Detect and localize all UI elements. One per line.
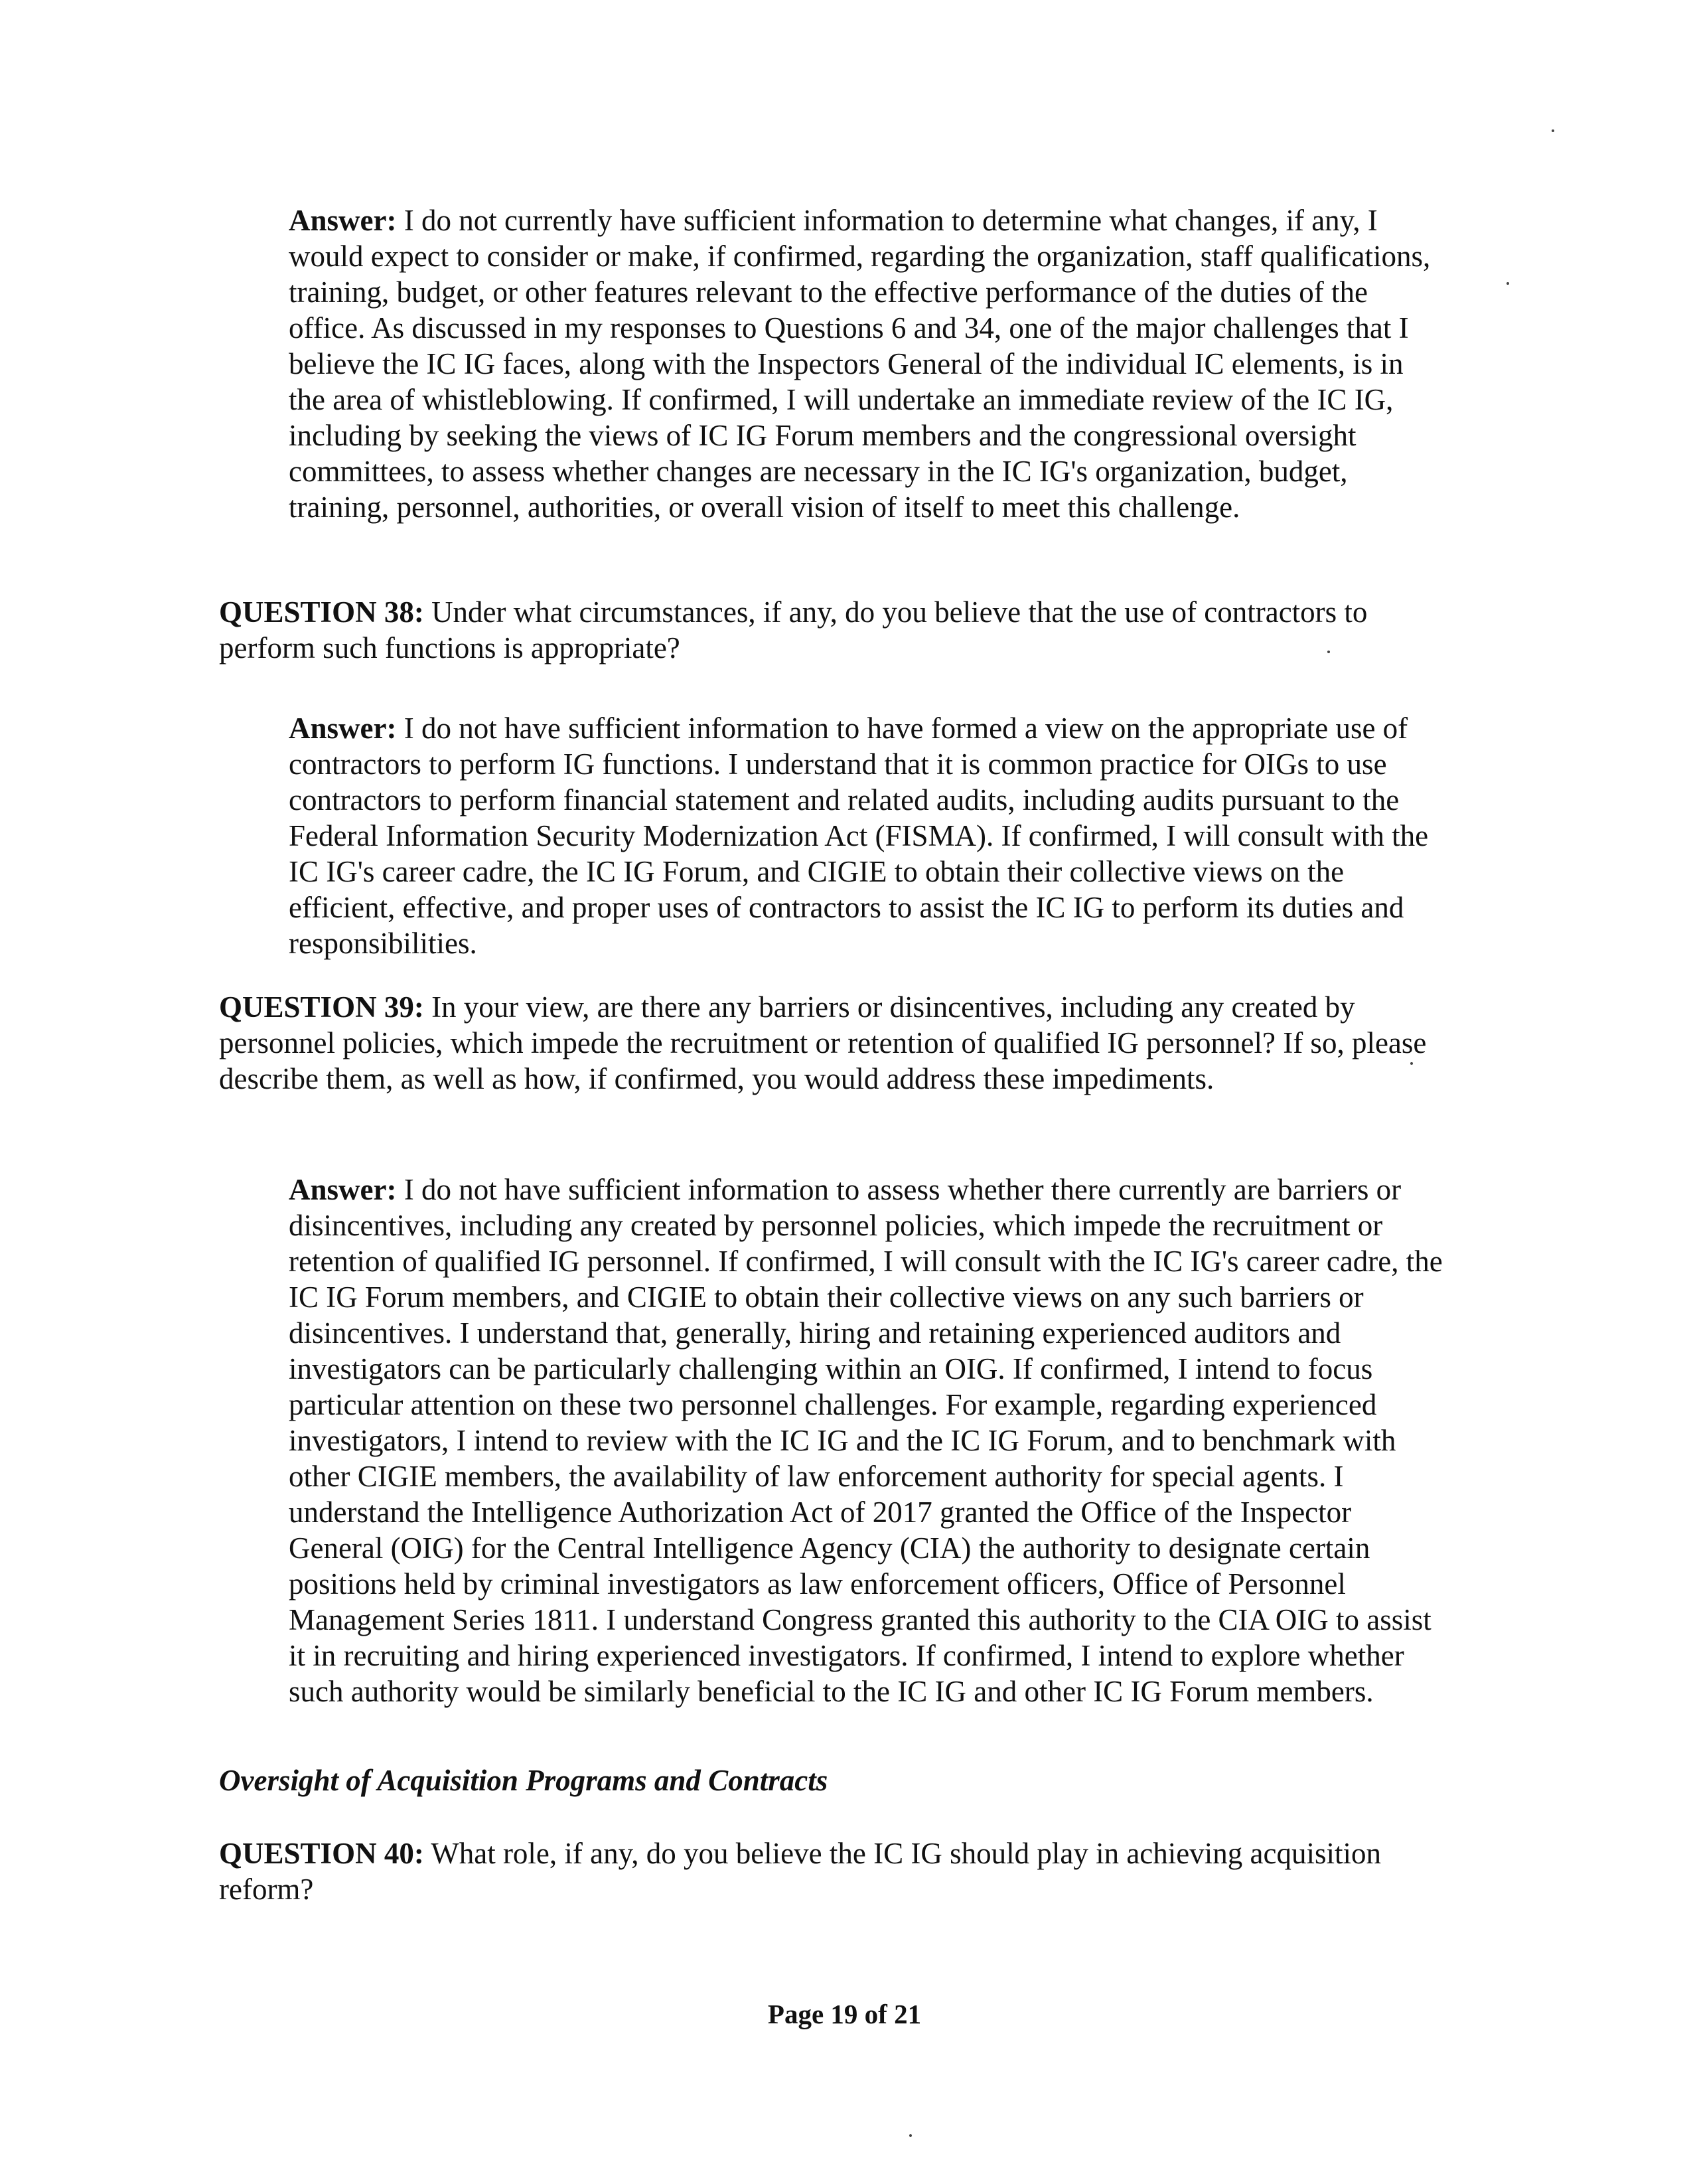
scan-speck (909, 2134, 912, 2137)
answer-label: Answer: (289, 204, 397, 237)
section-heading: Oversight of Acquisition Programs and Contracts (219, 1764, 828, 1797)
scan-speck (1327, 651, 1330, 653)
answer-block (289, 710, 1443, 961)
answer-text: I do not have sufficient information to assess whether there currently are barriers or disincentives, including any created by personnel policies, which impede the recruitment or retention of qualified IG personnel. If confirmed, I will consult with the IC IG's career cadre, the IC IG Forum members, and CIGIE to obtain their collective views on any such barriers or disincentives. I understand that, generally, hiring and retaining experienced auditors and investigators can be particularly challenging within an OIG. If confirmed, I intend to focus particular attention on these two personnel challenges. For example, regarding experienced investigators, I intend to review with the IC IG and the IC IG Forum, and to benchmark with other CIGIE members, the availability of law enforcement authority for special agents. I understand the Intelligence Authorization Act of 2017 granted the Office of the Inspector General (OIG) for the Central Intelligence Agency (CIA) the authority to designate certain positions held by criminal investigators as law enforcement officers, Office of Personnel Management Series 1811. I understand Congress granted this authority to the CIA OIG to assist it in recruiting and hiring experienced investigators. If confirmed, I intend to explore whether such authority would be similarly beneficial to the IC IG and other IC IG Forum members. (289, 1173, 1443, 1708)
answer-block (289, 202, 1443, 525)
answer-label: Answer: (289, 1173, 397, 1206)
question-text: Under what circumstances, if any, do you believe that the use of contractors to perform such functions is appropriate? (219, 595, 1368, 664)
question-label: QUESTION 40: (219, 1837, 424, 1870)
answer-label: Answer: (289, 712, 397, 745)
scan-speck (1410, 1062, 1413, 1065)
question-text: What role, if any, do you believe the IC IG should play in achieving acquisition reform? (219, 1837, 1381, 1906)
answer-text: I do not have sufficient information to have formed a view on the appropriate use of contractors to perform IG functions. I understand that it is common practice for OIGs to use contractors to perform financial statement and related audits, including audits pursuant to the Federal Information Security Modernization Act (FISMA). If confirmed, I will consult with the IC IG's career cadre, the IC IG Forum, and CIGIE to obtain their collective views on the efficient, effective, and proper uses of contractors to assist the IC IG to perform its duties and responsibilities. (289, 712, 1429, 960)
question-block (219, 594, 1447, 666)
answer-text: I do not currently have sufficient information to determine what changes, if any, I would expect to consider or make, if confirmed, regarding the organization, staff qualifications, training, budget, or other features relevant to the effective performance of the duties of the office. As discussed in my responses to Questions 6 and 34, one of the major challenges that I believe the IC IG faces, along with the Inspectors General of the individual IC elements, is in the area of whistleblowing. If confirmed, I will undertake an immediate review of the IC IG, including by seeking the views of IC IG Forum members and the congressional oversight committees, to assess whether changes are necessary in the IC IG's organization, budget, training, personnel, authorities, or overall vision of itself to meet this challenge. (289, 204, 1431, 524)
page-number: Page 19 of 21 (767, 1999, 922, 2029)
question-block (219, 989, 1447, 1097)
question-label: QUESTION 39: (219, 990, 424, 1024)
question-text: In your view, are there any barriers or disincentives, including any created by personnel policies, which impede the recruitment or retention of qualified IG personnel? If so, please describe them, as well as how, if confirmed, you would address these impediments. (219, 990, 1427, 1095)
answer-block (289, 1172, 1443, 1709)
question-label: QUESTION 38: (219, 595, 424, 629)
scan-speck (1506, 282, 1509, 285)
question-block (219, 1835, 1447, 1907)
scan-speck (1552, 129, 1554, 132)
